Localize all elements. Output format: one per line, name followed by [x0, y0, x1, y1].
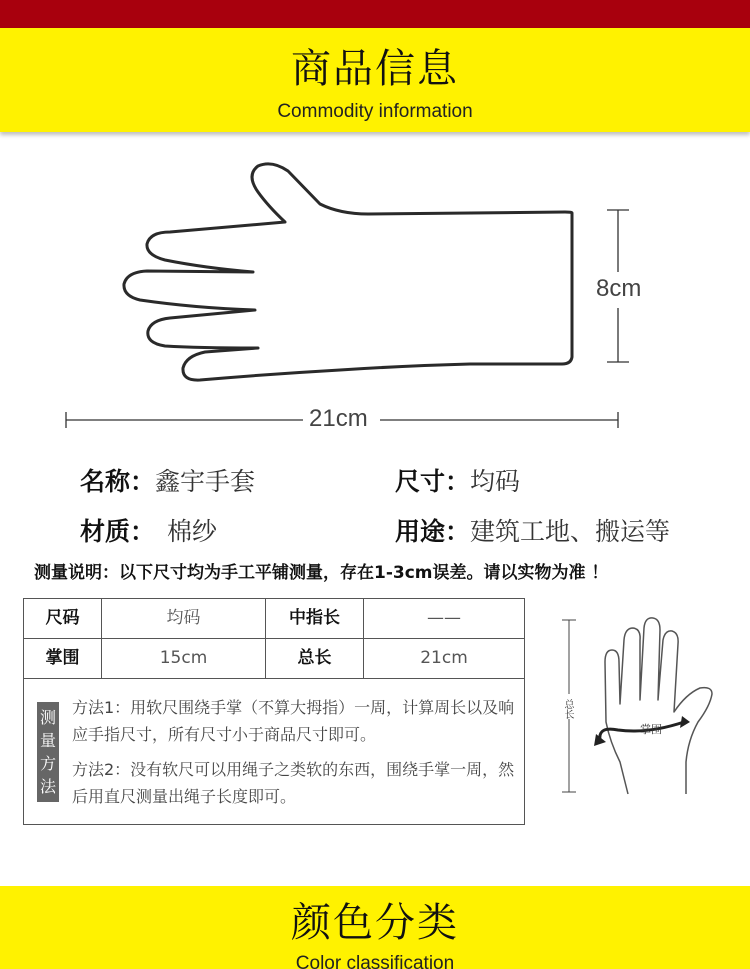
- section-title: 颜色分类: [291, 900, 459, 946]
- color-classification-banner: [0, 886, 750, 969]
- method-tag-char: 量: [39, 731, 56, 750]
- spec-size-value: 均码: [470, 467, 521, 496]
- spec-use-key: 用途：: [395, 517, 471, 546]
- spec-material-key: 材质：: [80, 517, 156, 546]
- spec-material: [80, 516, 217, 548]
- commodity-info-banner: [0, 28, 750, 132]
- spec-name-key: 名称：: [80, 467, 156, 496]
- hand-measure-diagram: [548, 612, 728, 802]
- table-key-palm: 掌围: [24, 639, 102, 678]
- section-subtitle: Commodity information: [277, 101, 473, 122]
- spec-size: [395, 466, 520, 498]
- hand-length-label: 总长: [562, 699, 573, 719]
- method-tag-char: 测: [39, 708, 56, 727]
- palm-measure-arrowhead: [680, 716, 690, 728]
- table-value-palm: 15cm: [102, 639, 266, 678]
- method-tag-char: 方: [39, 754, 56, 773]
- method-1-text: 方法1：用软尺围绕手掌（不算大拇指）一周，计算周长以及响应手指尺寸，所有尺寸小于商品尺寸即可。: [72, 698, 515, 744]
- method-2-text: 方法2：没有软尺可以用绳子之类软的东西，围绕手掌一周，然后用直尺测量出绳子长度即可。: [72, 760, 515, 806]
- table-key-middle-finger: 中指长: [266, 599, 364, 638]
- table-key-size: 尺码: [24, 599, 102, 638]
- table-value-size: 均码: [102, 599, 266, 638]
- spec-size-key: 尺寸：: [395, 467, 471, 496]
- section-subtitle: Color classification: [295, 953, 455, 969]
- width-label: 21cm: [306, 405, 371, 433]
- section-title: 商品信息: [291, 46, 459, 92]
- measurement-note: 测量说明：以下尺寸均为手工平铺测量，存在1-3cm误差。请以实物为准 ！: [34, 563, 609, 583]
- table-row: [24, 599, 524, 639]
- method-tag-char: 法: [39, 777, 56, 796]
- palm-label: 掌围: [640, 723, 662, 736]
- table-key-total-length: 总长: [266, 639, 364, 678]
- table-row: [24, 639, 524, 679]
- spec-use-value: 建筑工地、搬运等: [470, 517, 671, 546]
- table-value-middle-finger: ——: [427, 608, 461, 628]
- spec-name-value: 鑫宇手套: [155, 467, 256, 496]
- size-table: [23, 598, 525, 825]
- height-label: 8cm: [593, 275, 644, 303]
- top-red-bar: [0, 0, 750, 28]
- spec-material-value: 棉纱: [167, 517, 218, 546]
- table-value-total-length: 21cm: [420, 648, 468, 668]
- spec-name: [80, 466, 255, 498]
- method-tag: [37, 702, 59, 802]
- spec-use: [395, 516, 670, 548]
- hand-outline: [605, 618, 712, 794]
- glove-outline: [124, 164, 572, 380]
